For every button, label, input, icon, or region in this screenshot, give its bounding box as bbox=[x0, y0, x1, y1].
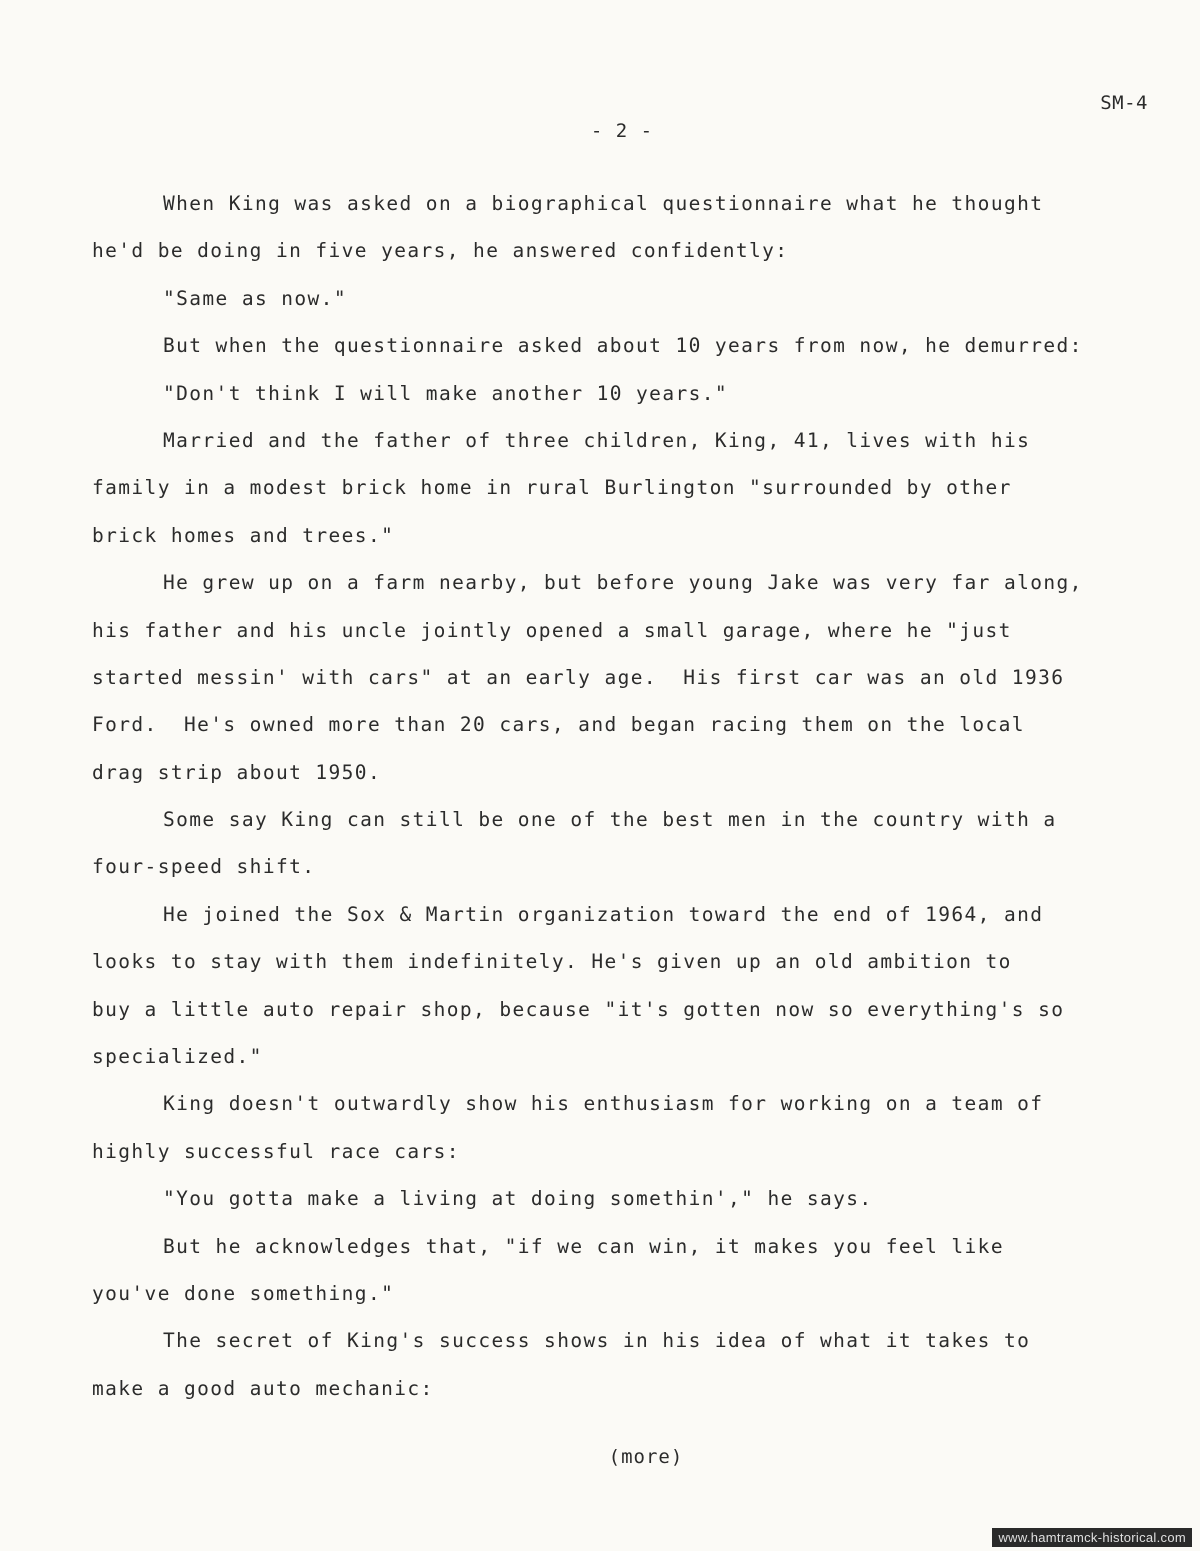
text-line: The secret of King's success shows in his idea of what it takes to bbox=[163, 1329, 1031, 1353]
text-line: specialized." bbox=[92, 1045, 263, 1069]
text-line: "You gotta make a living at doing somethin'," he says. bbox=[163, 1187, 873, 1211]
continuation-marker: (more) bbox=[608, 1446, 684, 1468]
site-watermark: www.hamtramck-historical.com bbox=[992, 1528, 1192, 1547]
document-code: SM-4 bbox=[1100, 92, 1148, 114]
text-line: family in a modest brick home in rural Burlington "surrounded by other bbox=[92, 476, 1012, 500]
text-line: his father and his uncle jointly opened a small garage, where he "just bbox=[92, 618, 1012, 642]
text-line: When King was asked on a biographical questionnaire what he thought bbox=[163, 192, 1044, 215]
text-line: He grew up on a farm nearby, but before young Jake was very far along, bbox=[163, 571, 1083, 595]
text-line: four-speed shift. bbox=[92, 855, 316, 879]
text-line: Some say King can still be one of the best men in the country with a bbox=[163, 808, 1057, 832]
text-line: But when the questionnaire asked about 10 years from now, he demurred: bbox=[163, 334, 1083, 358]
text-line: Ford. He's owned more than 20 cars, and began racing them on the local bbox=[92, 713, 1025, 737]
body-text bbox=[92, 180, 1167, 1412]
text-line: "Don't think I will make another 10 years." bbox=[163, 381, 729, 405]
text-line: Married and the father of three children, King, 41, lives with his bbox=[163, 428, 1031, 452]
text-line: He joined the Sox & Martin organization toward the end of 1964, and bbox=[163, 902, 1044, 926]
text-line: But he acknowledges that, "if we can win, it makes you feel like bbox=[163, 1234, 1004, 1258]
text-line: he'd be doing in five years, he answered confidently: bbox=[92, 239, 789, 263]
text-line: make a good auto mechanic: bbox=[92, 1376, 434, 1400]
text-line: buy a little auto repair shop, because "it's gotten now so everything's so bbox=[92, 997, 1065, 1021]
text-line: looks to stay with them indefinitely. He's given up an old ambition to bbox=[92, 950, 1012, 974]
text-line: started messin' with cars" at an early age. His first car was an old 1936 bbox=[92, 665, 1065, 689]
page-number: - 2 - bbox=[590, 120, 654, 142]
text-line: you've done something." bbox=[92, 1281, 395, 1305]
text-line: highly successful race cars: bbox=[92, 1139, 460, 1163]
text-line: drag strip about 1950. bbox=[92, 760, 382, 784]
text-line: "Same as now." bbox=[163, 286, 347, 310]
text-line: brick homes and trees." bbox=[92, 523, 395, 547]
text-line: King doesn't outwardly show his enthusiasm for working on a team of bbox=[163, 1092, 1044, 1116]
